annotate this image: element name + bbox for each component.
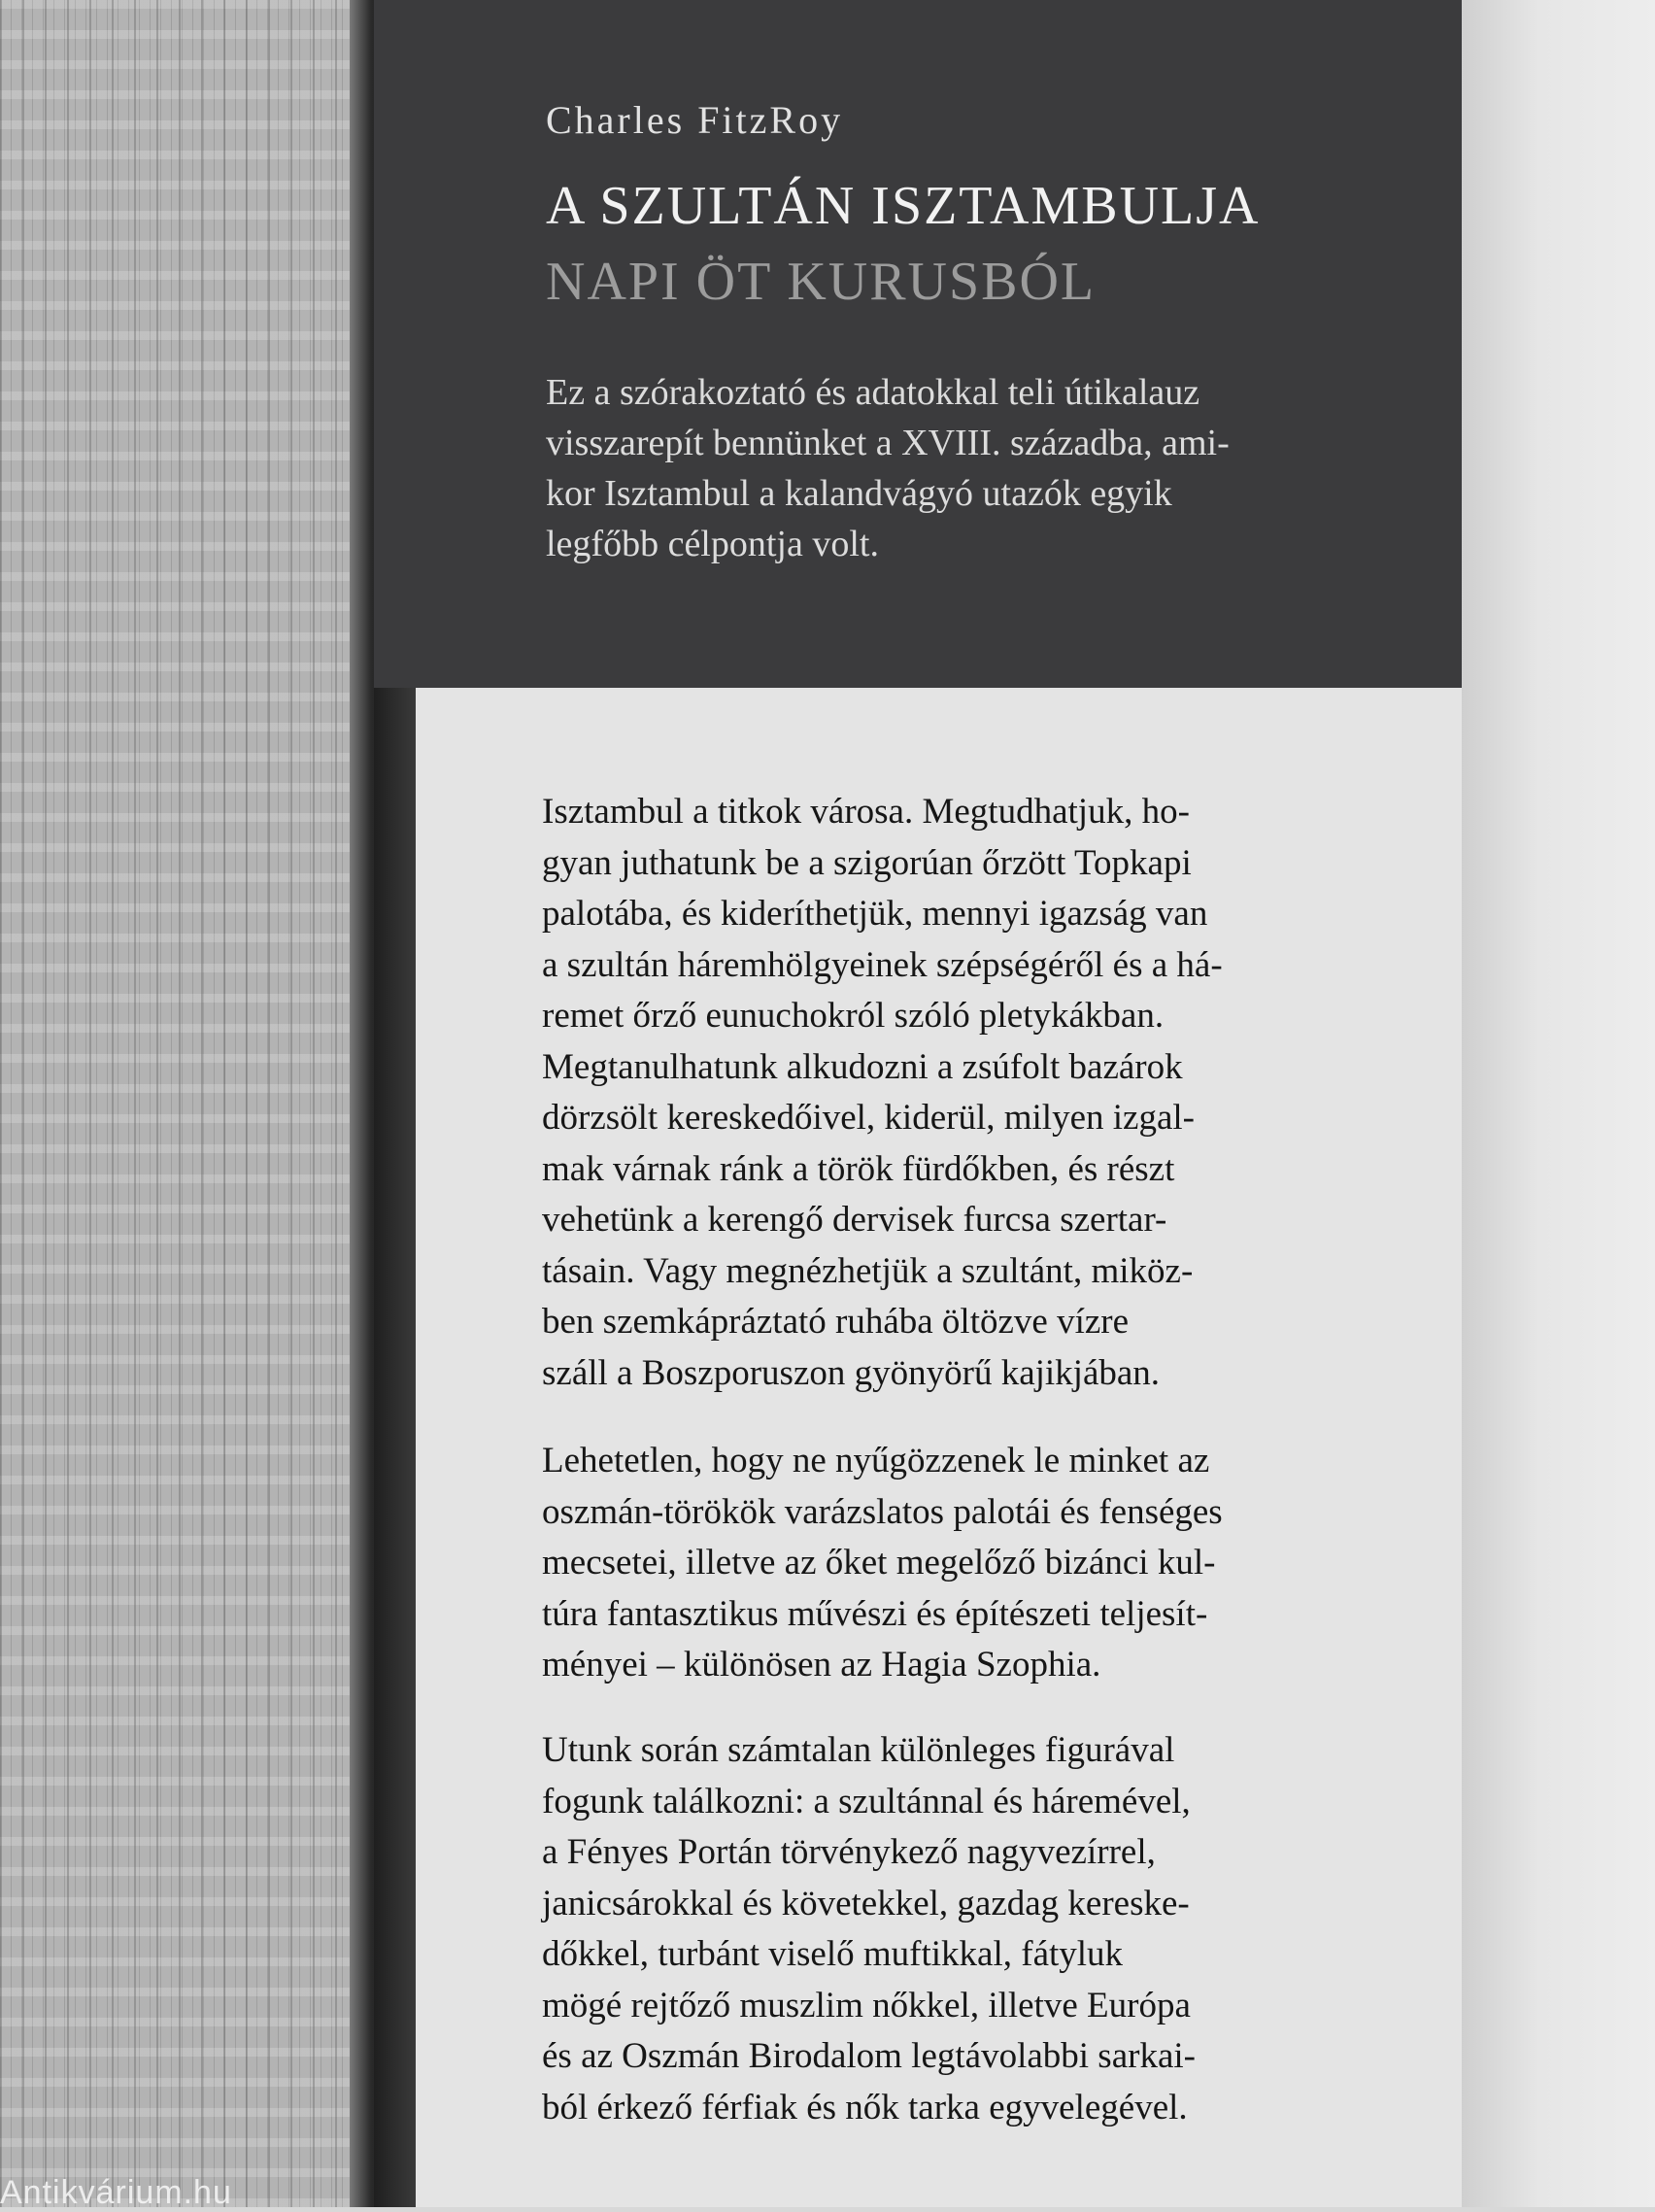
text-line: vehetünk a kerengő dervisek furcsa szertar- — [542, 1200, 1167, 1240]
text-line: dörzsölt kereskedőivel, kiderül, milyen izgal- — [542, 1098, 1195, 1138]
text-line: remet őrző eunuchokról szóló pletykákban. — [542, 996, 1165, 1036]
right-margin — [1462, 0, 1655, 2207]
author-name: Charles FitzRoy — [546, 98, 844, 142]
intro-line: legfőbb célpontja volt. — [546, 524, 879, 564]
body-paragraph-2 — [542, 1436, 1338, 1691]
book-subtitle: NAPI ÖT KURUSBÓL — [546, 252, 1097, 312]
text-line: ben szemkápráztató ruhába öltözve vízre — [542, 1302, 1130, 1342]
text-line: Utunk során számtalan különleges figurával — [542, 1730, 1175, 1770]
text-line: mögé rejtőző muszlim nőkkel, illetve Európa — [542, 1985, 1191, 2025]
book-title: A SZULTÁN ISZTAMBULJA — [546, 176, 1261, 236]
text-line: janicsárokkal és követekkel, gazdag kereske- — [542, 1883, 1190, 1923]
text-line: mecsetei, illetve az őket megelőző bizánci kul- — [542, 1543, 1216, 1582]
body-paragraph-1 — [542, 787, 1338, 1399]
intro-line: kor Isztambul a kalandvágyó utazók egyik — [546, 473, 1172, 514]
body-left-strip — [374, 688, 416, 2207]
intro-paragraph — [546, 367, 1323, 569]
text-line: ményei – különösen az Hagia Szophia. — [542, 1645, 1101, 1685]
text-line: a Fényes Portán törvénykező nagyvezírrel, — [542, 1832, 1156, 1872]
text-line: Lehetetlen, hogy ne nyűgözzenek le minket az — [542, 1441, 1210, 1480]
text-line: és az Oszmán Birodalom legtávolabbi sarkai- — [542, 2036, 1196, 2076]
text-line: ból érkező férfiak és nők tarka egyvelegével. — [542, 2087, 1188, 2127]
text-line: száll a Boszporuszon gyönyörű kajikjában. — [542, 1352, 1161, 1393]
text-line: a szultán háremhölgyeinek szépségéről és a há- — [542, 944, 1223, 985]
text-line: Megtanulhatunk alkudozni a zsúfolt bazárok — [542, 1046, 1183, 1087]
text-line: Isztambul a titkok városa. Megtudhatjuk, ho- — [542, 792, 1190, 832]
text-line: gyan juthatunk be a szigorúan őrzött Topkapi — [542, 842, 1192, 883]
intro-line: Ez a szórakoztató és adatokkal teli útikalauz — [546, 372, 1200, 413]
text-line: palotába, és kideríthetjük, mennyi igazság van — [542, 894, 1208, 934]
text-line: oszmán-törökök varázslatos palotái és fenséges — [542, 1491, 1223, 1532]
text-line: fogunk találkozni: a szultánnal és háremével, — [542, 1781, 1191, 1821]
text-line: dőkkel, turbánt viselő muftikkal, fátyluk — [542, 1934, 1124, 1974]
watermark: Antikvárium.hu — [0, 2174, 232, 2211]
intro-line: visszarepít bennünket a XVIII. századba, ami- — [546, 423, 1230, 463]
body-paragraph-3 — [542, 1725, 1338, 2133]
left-page-edge — [0, 0, 361, 2207]
text-line: tásain. Vagy megnézhetjük a szultánt, miköz- — [542, 1250, 1194, 1291]
text-line: túra fantasztikus művészi és építészeti teljesít- — [542, 1593, 1208, 1634]
text-line: mak várnak ránk a török fürdőkben, és részt — [542, 1148, 1175, 1189]
